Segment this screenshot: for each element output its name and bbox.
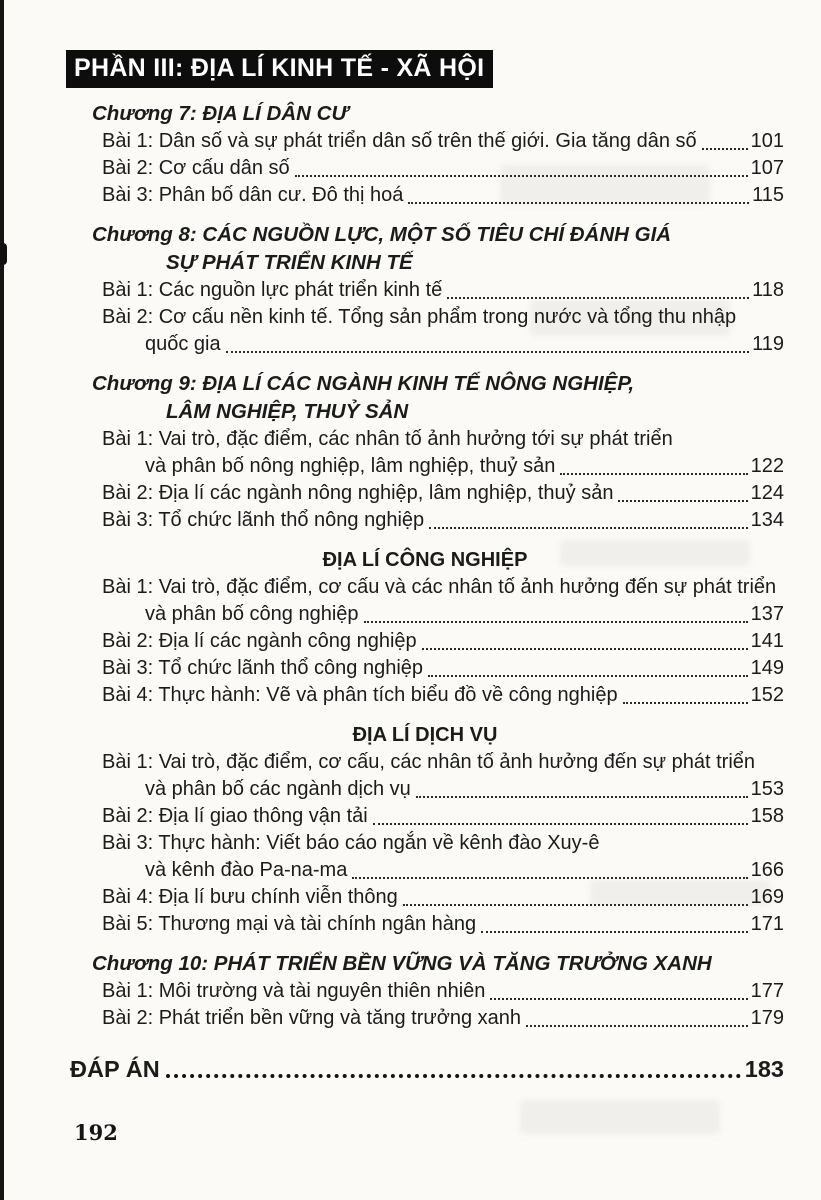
toc-entry-title: quốc gia (145, 333, 221, 355)
toc-entry (66, 128, 784, 155)
toc-entry (66, 277, 784, 304)
page-number: 141 (750, 630, 784, 652)
page-number: 118 (752, 279, 784, 301)
page-number: 183 (744, 1056, 784, 1082)
toc-entry-title: Bài 4: Địa lí bưu chính viễn thông (102, 886, 398, 908)
toc-entry (66, 628, 784, 655)
toc-entry-title: và kênh đào Pa-na-ma (145, 859, 348, 881)
page-number: 153 (750, 778, 784, 800)
toc-entry-title: Bài 2: Địa lí các ngành nông nghiệp, lâm nghiệp, thuỷ sản (102, 482, 614, 504)
toc-entry-title: Bài 5: Thương mại và tài chính ngân hàng (102, 913, 477, 935)
toc-entry-title: Bài 3: Thực hành: Viết báo cáo ngắn về kênh đào Xuy-ê (102, 832, 600, 854)
toc-entry-title: Bài 1: Vai trò, đặc điểm, cơ cấu và các nhân tố ảnh hưởng đến sự phát triển (102, 576, 777, 598)
toc-entry-title: Bài 1: Vai trò, đặc điểm, các nhân tố ảnh hưởng tới sự phát triển (102, 428, 673, 450)
toc-entry-title: và phân bố công nghiệp (145, 603, 359, 625)
dot-leader (403, 904, 748, 906)
chapter-heading-line: Chương 7: ĐỊA LÍ DÂN CƯ (92, 102, 349, 125)
toc-entry (66, 978, 784, 1005)
page-number: 107 (750, 157, 784, 179)
chapter-heading-line: Chương 8: CÁC NGUỒN LỰC, MỘT SỐ TIÊU CHÍ ĐÁNH GIÁ (92, 223, 672, 246)
page-number: 115 (752, 184, 784, 206)
page-number: 166 (750, 859, 784, 881)
footer-page-number: 192 (74, 1120, 118, 1145)
toc-entry-title: Bài 2: Địa lí giao thông vận tải (102, 805, 368, 827)
toc-entry-title: Bài 3: Phân bố dân cư. Đô thị hoá (102, 184, 404, 206)
page-number: 179 (750, 1007, 784, 1029)
dot-leader (364, 621, 748, 623)
toc-entry-title: Bài 1: Môi trường và tài nguyên thiên nhiên (102, 980, 486, 1002)
toc-entry (66, 682, 784, 709)
toc-entry (66, 182, 784, 209)
section-heading: ĐỊA LÍ CÔNG NGHIỆP (322, 549, 528, 571)
toc-entry (66, 911, 784, 938)
answers-entry (66, 1054, 784, 1084)
page-number: 137 (750, 603, 784, 625)
dot-leader (560, 473, 747, 475)
dot-leader (447, 297, 749, 299)
toc-content (66, 50, 784, 1084)
toc-entry (66, 507, 784, 534)
dot-leader (702, 148, 748, 150)
chapter-heading (66, 950, 784, 978)
toc-entry (66, 803, 784, 830)
toc-entry-title: Bài 1: Các nguồn lực phát triển kinh tế (102, 279, 443, 301)
toc-entry-title: Bài 2: Cơ cấu nền kinh tế. Tổng sản phẩm trong nước và tổng thu nhập (102, 306, 737, 328)
page-number: 122 (750, 455, 784, 477)
chapter-heading (66, 221, 784, 277)
dot-leader (226, 351, 749, 353)
toc-entry-title: và phân bố các ngành dịch vụ (145, 778, 411, 800)
toc-entry (66, 453, 784, 480)
dot-leader (481, 931, 747, 933)
page-number: 101 (750, 130, 784, 152)
section-heading: ĐỊA LÍ DỊCH VỤ (352, 724, 498, 746)
chapter-heading-line: Chương 10: PHÁT TRIỂN BỀN VỮNG VÀ TĂNG TRƯỞNG XANH (92, 952, 712, 975)
scan-edge-strip (0, 0, 4, 1200)
dot-leader (618, 500, 747, 502)
scan-edge-artifact (0, 243, 7, 265)
part-header: PHẦN III: ĐỊA LÍ KINH TẾ - XÃ HỘI (66, 50, 493, 88)
chapter-heading-line: SỰ PHÁT TRIỂN KINH TẾ (166, 251, 413, 274)
toc-entry-title: Bài 2: Cơ cấu dân số (102, 157, 290, 179)
page-number: 169 (750, 886, 784, 908)
dot-leader (166, 1074, 741, 1078)
toc-entry-title: Bài 3: Tổ chức lãnh thổ công nghiệp (102, 657, 424, 679)
chapter-heading (66, 100, 784, 128)
dot-leader (429, 527, 747, 529)
toc-entry (66, 155, 784, 182)
toc-entry-title: Bài 1: Dân số và sự phát triển dân số trên thế giới. Gia tăng dân số (102, 130, 697, 152)
dot-leader (526, 1025, 748, 1027)
page-number: 152 (750, 684, 784, 706)
dot-leader (428, 675, 748, 677)
dot-leader (416, 796, 748, 798)
toc-entry-title: Bài 2: Phát triển bền vững và tăng trưởng xanh (102, 1007, 522, 1029)
toc-entry-title: Bài 3: Tổ chức lãnh thổ nông nghiệp (102, 509, 425, 531)
toc-entry (66, 655, 784, 682)
toc-entry-title: Bài 1: Vai trò, đặc điểm, cơ cấu, các nhân tố ảnh hưởng đến sự phát triển (102, 751, 756, 773)
page-number: 171 (750, 913, 784, 935)
dot-leader (373, 823, 748, 825)
toc-entry (66, 857, 784, 884)
bleed-through-artifact (520, 1100, 720, 1134)
toc-entry (66, 884, 784, 911)
page-number: 149 (750, 657, 784, 679)
dot-leader (352, 877, 747, 879)
chapter-heading (66, 370, 784, 426)
toc-entry (66, 480, 784, 507)
page-number: 119 (752, 333, 784, 355)
toc-entry (66, 776, 784, 803)
answers-label: ĐÁP ÁN (70, 1056, 160, 1082)
dot-leader (295, 175, 748, 177)
toc-entry-title: và phân bố nông nghiệp, lâm nghiệp, thuỷ sản (145, 455, 556, 477)
dot-leader (623, 702, 748, 704)
chapter-heading-line: Chương 9: ĐỊA LÍ CÁC NGÀNH KINH TẾ NÔNG NGHIỆP, (92, 372, 635, 395)
page-number: 177 (750, 980, 784, 1002)
page-number: 158 (750, 805, 784, 827)
dot-leader (422, 648, 748, 650)
toc-entry-title: Bài 2: Địa lí các ngành công nghiệp (102, 630, 417, 652)
toc-entry (66, 601, 784, 628)
table-of-contents (66, 100, 784, 1084)
toc-entry (66, 331, 784, 358)
dot-leader (408, 202, 749, 204)
page-number: 124 (750, 482, 784, 504)
dot-leader (490, 998, 747, 1000)
toc-entry (66, 1005, 784, 1032)
page-number: 134 (750, 509, 784, 531)
toc-entry-title: Bài 4: Thực hành: Vẽ và phân tích biểu đồ về công nghiệp (102, 684, 618, 706)
chapter-heading-line: LÂM NGHIỆP, THUỶ SẢN (166, 400, 409, 423)
